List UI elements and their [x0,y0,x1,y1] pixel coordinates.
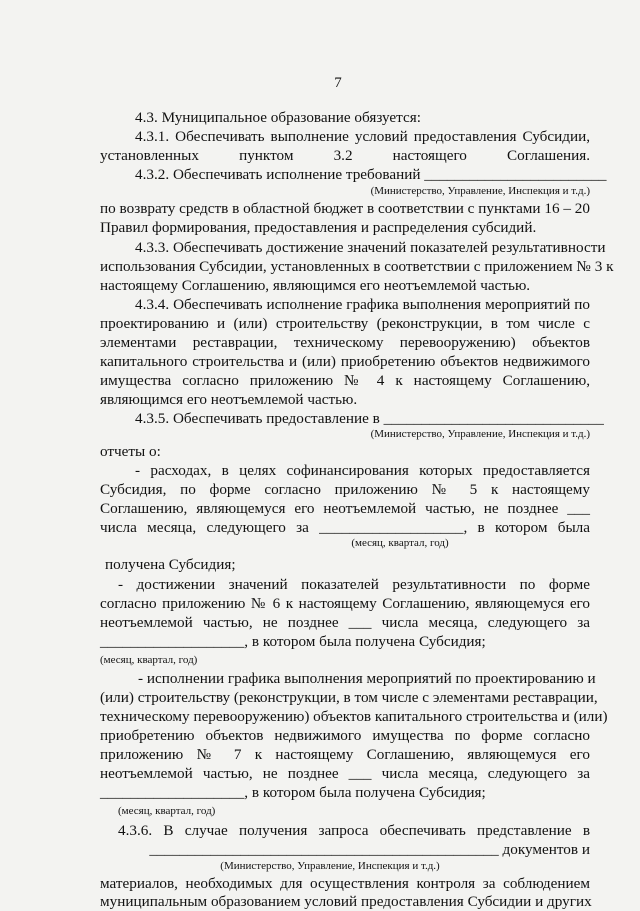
text-line: Субсидия, по форме согласно приложению № 5 к настоящему [100,481,590,498]
text-line: (или) строительству (реконструкции, в том числе с элементами реставрации, [100,689,598,706]
text-line: 4.3.2. Обеспечивать исполнение требований ________________________ [135,166,607,183]
text-line: согласно приложению № 6 к настоящему Соглашению, являющемуся его [100,595,590,612]
text-line: установленных пунктом 3.2 настоящего Соглашения. [100,147,590,164]
text-line: отчеты о: [100,443,161,460]
text-line: техническому перевооружению) объектов капитального строительства и (или) [100,708,608,725]
text-line: неотъемлемой частью, не позднее ___ числа месяца, следующего за [100,765,590,782]
text-line: - исполнении графика выполнения мероприятий по проектированию и [138,670,596,687]
text-line: 4.3.4. Обеспечивать исполнение графика выполнения мероприятий по [135,296,590,313]
text-line: муниципальным образованием условий предоставления Субсидии и других [100,893,592,910]
text-line: неотъемлемой частью, не позднее ___ числа месяца, следующего за [100,614,590,631]
field-caption: (месяц, квартал, год) [118,805,216,817]
text-line: 4.3. Муниципальное образование обязуется: [135,109,421,126]
text-line: капитального строительства и (или) приобретению объектов недвижимого [100,353,590,370]
text-line: - достижении значений показателей результативности по форме [118,576,590,593]
field-caption: (месяц, квартал, год) [100,654,198,666]
text-line: имущества согласно приложению № 4 к настоящему Соглашению, [100,372,590,389]
text-line: Соглашению, являющемуся его неотъемлемой частью, не позднее ___ [100,500,590,517]
text-line: приложению № 7 к настоящему Соглашению, являющемуся его [100,746,590,763]
text-line: ___________________, в котором была получена Субсидия; [100,633,486,650]
text-line: являющимся его неотъемлемой частью. [100,391,358,408]
page-number: 7 [334,75,342,91]
text-line: по возврату средств в областной бюджет в соответствии с пунктами 16 – 20 [100,200,590,217]
field-caption: (Министерство, Управление, Инспекция и т.д.) [370,428,590,440]
text-line: ___________________, в котором была получена Субсидия; [100,784,486,801]
text-line: ______________________________________________ документов и [149,841,590,858]
text-line: проектированию и (или) строительству (реконструкции, в том числе с [100,315,590,332]
text-line: 4.3.6. В случае получения запроса обеспечивать представление в [118,822,590,839]
text-line: приобретению объектов недвижимого имущества по форме согласно [100,727,590,744]
text-line: 4.3.3. Обеспечивать достижение значений показателей результативности [135,239,606,256]
text-line: использования Субсидии, установленных в соответствии с приложением № 3 к [100,258,614,275]
field-caption: (Министерство, Управление, Инспекция и т.д.) [220,860,440,872]
text-line: числа месяца, следующего за ___________________, в котором была [100,519,590,536]
text-line: элементами реставрации, техническому перевооружению) объектов [100,334,590,351]
text-line: - расходах, в целях софинансирования которых предоставляется [135,462,590,479]
field-caption: (Министерство, Управление, Инспекция и т.д.) [370,185,590,197]
text-line: 4.3.1. Обеспечивать выполнение условий предоставления Субсидии, [135,128,590,145]
field-caption: (месяц, квартал, год) [351,537,449,549]
text-line: настоящему Соглашению, являющимся его неотъемлемой частью. [100,277,531,294]
text-line: Правил формирования, предоставления и распределения субсидий. [100,219,537,236]
text-line: 4.3.5. Обеспечивать предоставление в _____________________________ [135,410,604,427]
text-line: получена Субсидия; [105,556,236,573]
text-line: материалов, необходимых для осуществления контроля за соблюдением [100,875,590,892]
